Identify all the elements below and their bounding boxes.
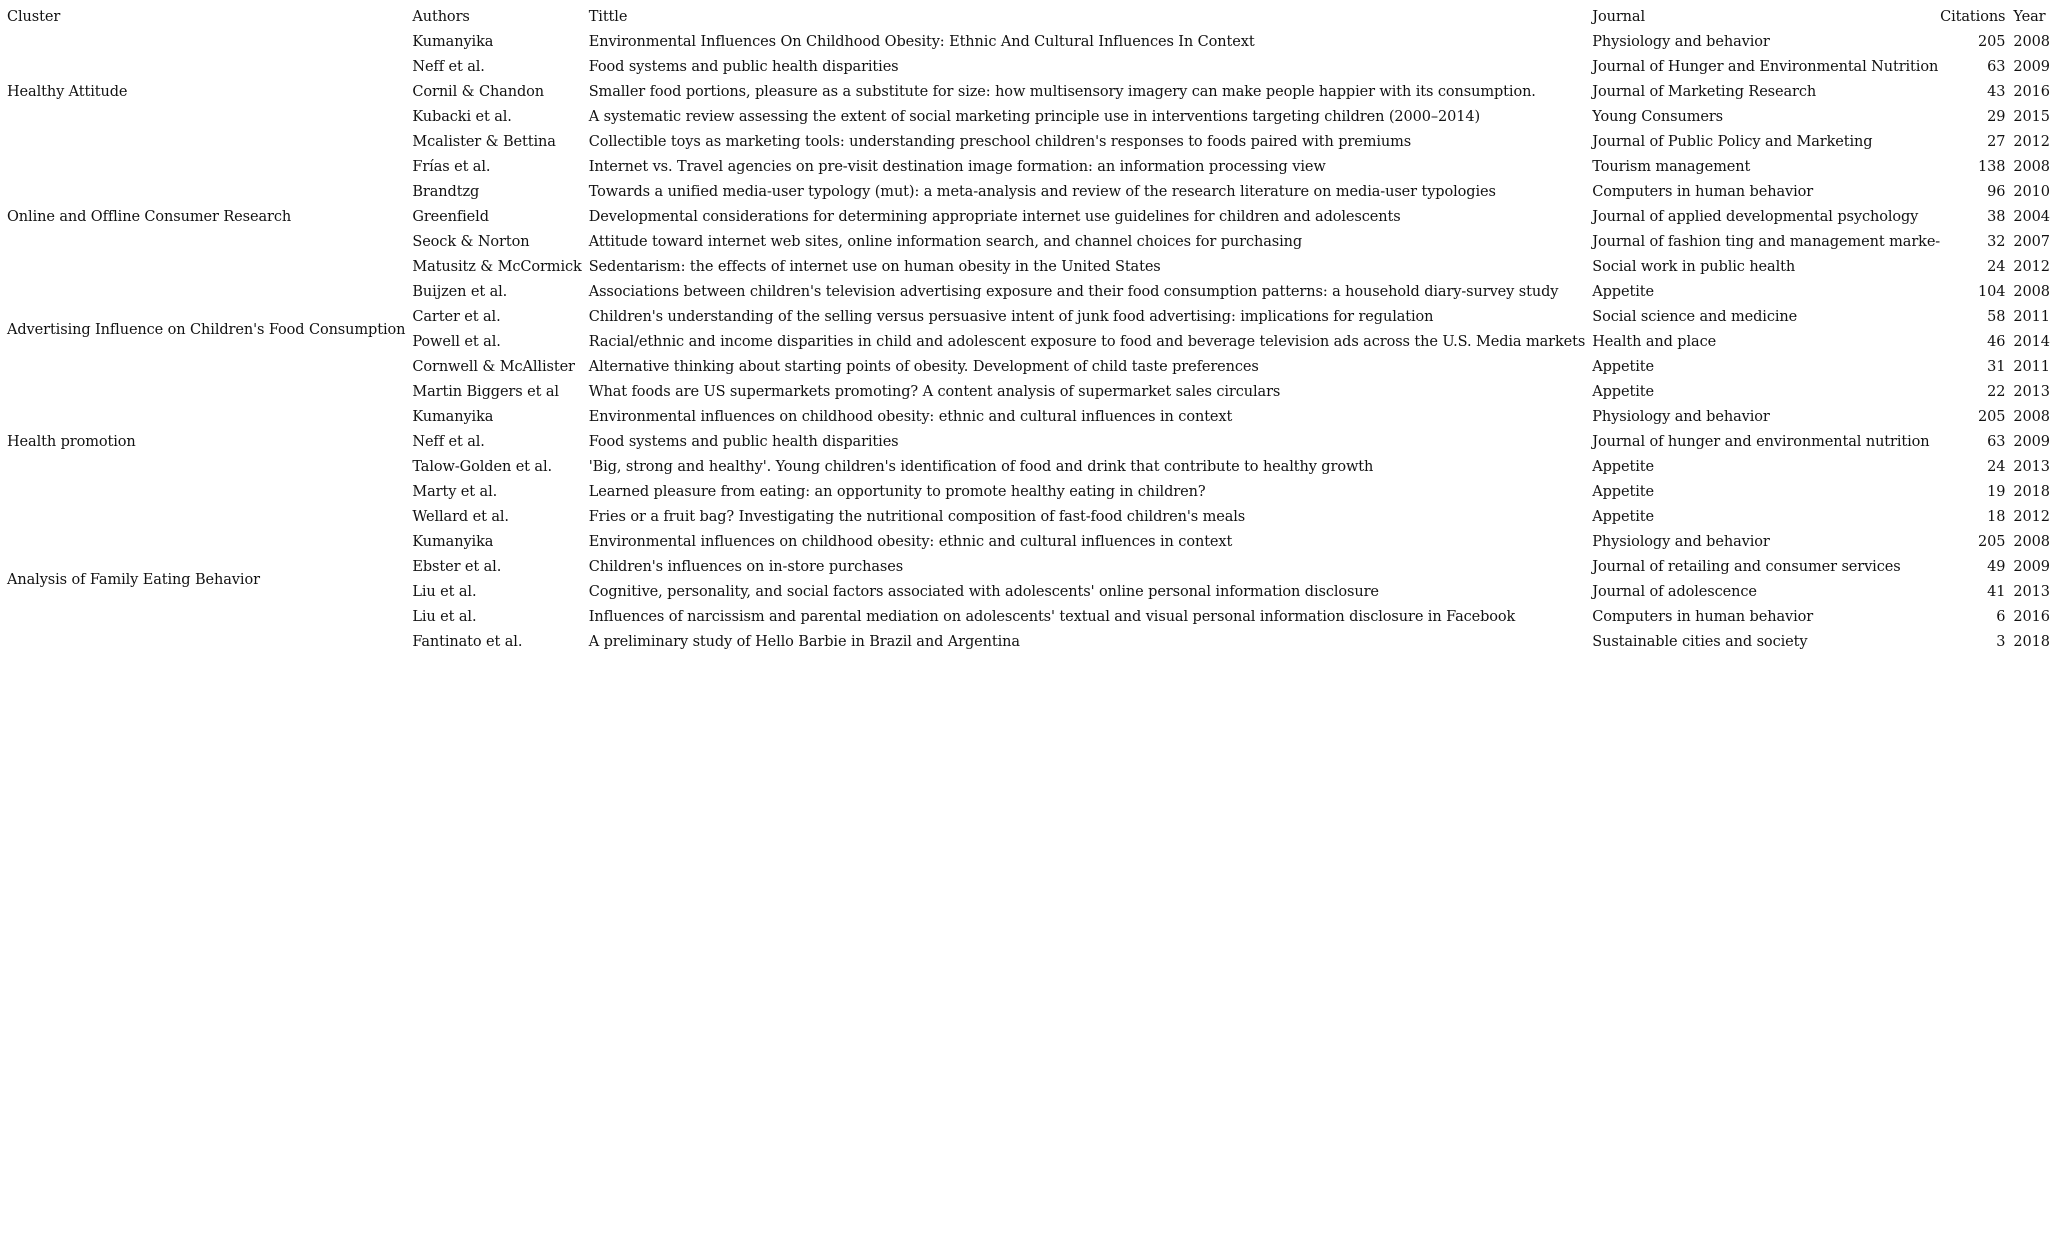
- title-cell: Children's understanding of the selling versus persuasive intent of junk food advertising: implications for regulation: [588, 309, 1434, 325]
- title-cell: Alternative thinking about starting points of obesity. Development of child taste preferences: [588, 359, 1259, 375]
- journal-cell: Sustainable cities and society: [1592, 634, 1808, 650]
- title-cell: Smaller food portions, pleasure as a substitute for size: how multisensory imagery can make people happier with its consumption.: [588, 84, 1536, 100]
- journal-cell: Appetite: [1592, 484, 1654, 500]
- journal-cell: Physiology and behavior: [1592, 409, 1770, 425]
- table-row: [0, 505, 2050, 530]
- citations-cell: 19: [1987, 484, 2006, 500]
- citations-cell: 63: [1987, 59, 2006, 75]
- title-cell: Children's influences on in-store purchases: [588, 559, 904, 575]
- citations-cell: 46: [1987, 334, 2006, 350]
- year-cell: 2004: [2013, 209, 2050, 225]
- authors-cell: Kumanyika: [412, 34, 494, 50]
- title-cell: Cognitive, personality, and social factors associated with adolescents' online personal information disclosure: [588, 584, 1379, 600]
- table-row: [0, 30, 2050, 55]
- title-cell: Attitude toward internet web sites, online information search, and channel choices for purchasing: [588, 234, 1303, 250]
- authors-cell: Cornwell & McAllister: [412, 359, 575, 375]
- journal-cell: Social work in public health: [1592, 259, 1796, 275]
- year-cell: 2012: [2013, 134, 2050, 150]
- table-row: [0, 380, 2050, 405]
- title-cell: Food systems and public health disparities: [588, 434, 899, 450]
- authors-cell: Neff et al.: [412, 434, 485, 450]
- authors-cell: Martin Biggers et al: [412, 384, 559, 400]
- year-cell: 2008: [2013, 409, 2050, 425]
- journal-cell: Appetite: [1592, 359, 1654, 375]
- cluster-name-cell: Analysis of Family Eating Behavior: [7, 571, 260, 588]
- title-cell: Sedentarism: the effects of internet use on human obesity in the United States: [588, 259, 1161, 275]
- citations-cell: 205: [1978, 34, 2006, 50]
- header-citations: Citations: [1940, 9, 2006, 25]
- title-cell: Influences of narcissism and parental mediation on adolescents' textual and visual personal information disclosure in Facebook: [588, 609, 1516, 625]
- title-cell: Learned pleasure from eating: an opportunity to promote healthy eating in children?: [588, 484, 1206, 500]
- authors-cell: Frías et al.: [412, 159, 491, 175]
- journal-cell: Physiology and behavior: [1592, 34, 1770, 50]
- table-body: [0, 30, 2050, 655]
- citations-cell: 29: [1987, 109, 2006, 125]
- authors-cell: Buijzen et al.: [412, 284, 508, 300]
- title-cell: Associations between children's television advertising exposure and their food consumption patterns: a household diary-survey study: [588, 284, 1559, 300]
- citations-cell: 58: [1987, 309, 2006, 325]
- title-cell: A preliminary study of Hello Barbie in Brazil and Argentina: [588, 634, 1020, 650]
- authors-cell: Mcalister & Bettina: [412, 134, 556, 150]
- title-cell: Environmental influences on childhood obesity: ethnic and cultural influences in context: [588, 534, 1233, 550]
- year-cell: 2018: [2013, 634, 2050, 650]
- journal-cell: Appetite: [1592, 284, 1654, 300]
- citations-cell: 205: [1978, 534, 2006, 550]
- header-cluster: Cluster: [7, 9, 61, 25]
- year-cell: 2016: [2013, 609, 2050, 625]
- title-cell: Environmental Influences On Childhood Obesity: Ethnic And Cultural Influences In Context: [588, 34, 1255, 50]
- title-cell: A systematic review assessing the extent of social marketing principle use in interventions targeting children (2000–2014): [588, 109, 1481, 125]
- year-cell: 2013: [2013, 459, 2050, 475]
- title-cell: 'Big, strong and healthy'. Young children's identification of food and drink that contribute to healthy growth: [588, 459, 1374, 475]
- year-cell: 2008: [2013, 284, 2050, 300]
- cluster-name-cell: Health promotion: [7, 434, 136, 450]
- year-cell: 2011: [2013, 359, 2050, 375]
- year-cell: 2008: [2013, 159, 2050, 175]
- title-cell: Towards a unified media-user typology (mut): a meta-analysis and review of the research literature on media-user typologies: [588, 184, 1496, 200]
- authors-cell: Kumanyika: [412, 409, 494, 425]
- cluster-name-cell: Online and Offline Consumer Research: [7, 209, 292, 225]
- citations-cell: 43: [1987, 84, 2006, 100]
- year-cell: 2013: [2013, 384, 2050, 400]
- title-cell: What foods are US supermarkets promoting? A content analysis of supermarket sales circulars: [588, 384, 1281, 400]
- year-cell: 2012: [2013, 509, 2050, 525]
- journal-cell: Journal of Marketing Research: [1592, 84, 1817, 100]
- journal-cell: Appetite: [1592, 459, 1654, 475]
- title-cell: Environmental influences on childhood obesity: ethnic and cultural influences in context: [588, 409, 1233, 425]
- citations-cell: 31: [1987, 359, 2006, 375]
- table-row: [0, 155, 2050, 180]
- citations-cell: 49: [1987, 559, 2006, 575]
- authors-cell: Brandtzg: [412, 184, 480, 200]
- title-cell: Fries or a fruit bag? Investigating the nutritional composition of fast-food children's meals: [588, 509, 1246, 525]
- journal-cell: Physiology and behavior: [1592, 534, 1770, 550]
- year-cell: 2007: [2013, 234, 2050, 250]
- title-cell: Racial/ethnic and income disparities in child and adolescent exposure to food and beverage television ads across the U.S. Media markets: [588, 334, 1586, 350]
- authors-cell: Kubacki et al.: [412, 109, 512, 125]
- year-cell: 2010: [2013, 184, 2050, 200]
- citations-cell: 104: [1978, 284, 2006, 300]
- citations-cell: 32: [1987, 234, 2006, 250]
- authors-cell: Seock & Norton: [412, 234, 530, 250]
- journal-cell: Young Consumers: [1592, 109, 1724, 125]
- journal-cell: Journal of hunger and environmental nutrition: [1592, 434, 1930, 450]
- citations-cell: 96: [1987, 184, 2006, 200]
- authors-cell: Kumanyika: [412, 534, 494, 550]
- title-cell: Internet vs. Travel agencies on pre-visit destination image formation: an information processing view: [588, 159, 1326, 175]
- journal-cell: Journal of retailing and consumer services: [1592, 559, 1901, 575]
- journal-cell: Computers in human behavior: [1592, 184, 1814, 200]
- header-row: [0, 5, 2050, 30]
- year-cell: 2011: [2013, 309, 2050, 325]
- authors-cell: Ebster et al.: [412, 559, 502, 575]
- authors-cell: Cornil & Chandon: [412, 84, 545, 100]
- citations-cell: 24: [1987, 259, 2006, 275]
- year-cell: 2009: [2013, 434, 2050, 450]
- citations-cell: 38: [1987, 209, 2006, 225]
- title-cell: Developmental considerations for determining appropriate internet use guidelines for children and adolescents: [588, 209, 1401, 225]
- year-cell: 2016: [2013, 84, 2050, 100]
- year-cell: 2018: [2013, 484, 2050, 500]
- authors-cell: Liu et al.: [412, 609, 477, 625]
- journal-cell: Appetite: [1592, 384, 1654, 400]
- authors-cell: Marty et al.: [412, 484, 498, 500]
- citations-cell: 6: [1996, 609, 2006, 625]
- header-authors: Authors: [412, 9, 470, 25]
- year-cell: 2012: [2013, 259, 2050, 275]
- year-cell: 2015: [2013, 109, 2050, 125]
- journal-cell: Health and place: [1592, 334, 1717, 350]
- journal-cell: Social science and medicine: [1592, 309, 1798, 325]
- table-row: [0, 280, 2050, 305]
- literature-table-container: [0, 5, 2050, 655]
- literature-table: [0, 5, 2050, 655]
- authors-cell: Fantinato et al.: [412, 634, 523, 650]
- year-cell: 2008: [2013, 34, 2050, 50]
- title-cell: Collectible toys as marketing tools: understanding preschool children's responses to foods paired with premiums: [588, 134, 1412, 150]
- header-journal: Journal: [1592, 9, 1645, 25]
- citations-cell: 18: [1987, 509, 2006, 525]
- authors-cell: Neff et al.: [412, 59, 485, 75]
- authors-cell: Matusitz & McCormick: [412, 259, 582, 275]
- authors-cell: Greenfield: [412, 209, 489, 225]
- year-cell: 2008: [2013, 534, 2050, 550]
- citations-cell: 24: [1987, 459, 2006, 475]
- cluster-name-cell: Advertising Influence on Children's Food Consumption: [7, 321, 406, 338]
- citations-cell: 63: [1987, 434, 2006, 450]
- header-year: Year: [2013, 9, 2046, 25]
- journal-cell: Journal of adolescence: [1592, 584, 1757, 600]
- journal-cell: Tourism management: [1592, 159, 1751, 175]
- year-cell: 2009: [2013, 559, 2050, 575]
- header-title: Tittle: [588, 9, 628, 25]
- journal-cell: Journal of applied developmental psychology: [1592, 209, 1919, 225]
- year-cell: 2009: [2013, 59, 2050, 75]
- authors-cell: Wellard et al.: [412, 509, 509, 525]
- cluster-name-cell: Healthy Attitude: [7, 84, 128, 100]
- authors-cell: Carter et al.: [412, 309, 501, 325]
- journal-cell: Journal of fashion ting and management marke-: [1592, 234, 1941, 250]
- journal-cell: Journal of Hunger and Environmental Nutrition: [1592, 59, 1939, 75]
- journal-cell: Journal of Public Policy and Marketing: [1592, 134, 1873, 150]
- journal-cell: Computers in human behavior: [1592, 609, 1814, 625]
- citations-cell: 205: [1978, 409, 2006, 425]
- authors-cell: Powell et al.: [412, 334, 501, 350]
- citations-cell: 27: [1987, 134, 2006, 150]
- year-cell: 2013: [2013, 584, 2050, 600]
- authors-cell: Talow-Golden et al.: [412, 459, 552, 475]
- citations-cell: 41: [1987, 584, 2006, 600]
- title-cell: Food systems and public health disparities: [588, 59, 899, 75]
- year-cell: 2014: [2013, 334, 2050, 350]
- citations-cell: 22: [1987, 384, 2006, 400]
- journal-cell: Appetite: [1592, 509, 1654, 525]
- citations-cell: 138: [1978, 159, 2006, 175]
- citations-cell: 3: [1996, 634, 2006, 650]
- authors-cell: Liu et al.: [412, 584, 477, 600]
